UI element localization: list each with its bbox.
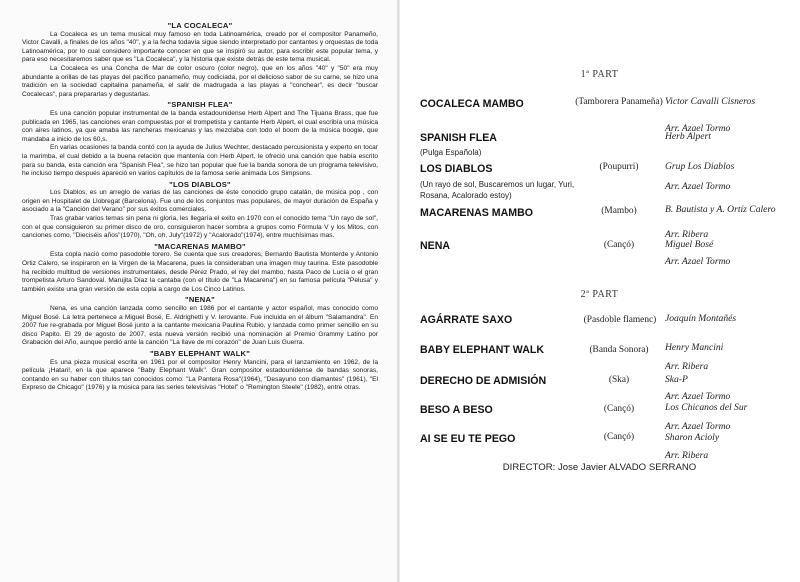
piece-style: (Cançó) <box>603 432 635 442</box>
piece-arranger: Arr. Azael Tormo <box>665 391 731 402</box>
piece-composer: Ska-P <box>665 374 688 385</box>
piece-arranger: Arr. Azael Tormo <box>665 181 731 192</box>
director-credit: DIRECTOR: Jose Javier ALVADO SERRANO <box>502 462 697 473</box>
piece-composer: B. Bautista y A. Ortíz Calero <box>665 204 776 215</box>
program-notes <box>22 20 378 393</box>
piece-composer: Henry Mancini <box>665 342 724 353</box>
piece-composer: Los Chicanos del Sur <box>665 402 748 413</box>
piece-title: MACARENAS MAMBO <box>420 207 533 219</box>
section-paragraph: Esta copla nació como pasodoble torero. Se cuenta que sus creadores, Bernardo Bautista Monterde y Antonio Ortiz Calero, se inspiraron en la Virgen de la Macarena, pues la consideraban una imagen muy taurina. Este pasodoble ha recibido multitud de versiones instrumentales, desde Pérez Prado, el rey del mambo, hasta Paco de Lucía o el gran trompetista Arturo Sandoval. Marujita Díaz la cantaba (con el título de "La Macarena") en su famosa película "Pelusa" y también existe una gran versión de esta copla a cargo de Los Cinco Latinos. <box>22 251 378 293</box>
section-paragraph: La Cocaleca es una Concha de Mar de color oscuro (color negro), que en los años "40" y "50" era muy abundante a orillas de las playas del pacífico panameño, muy codiciada, por el delicioso sabor de su carne, se hizo una tradición en la sociedad capitalina panameña, el salir de madrugada a las playas a "conchear", es decir "buscar Cocalecas", para prepararlas y degustarlas. <box>22 64 378 98</box>
section-title-macarenas-mambo: "MACARENAS MAMBO" <box>154 241 246 251</box>
piece-title: LOS DIABLOS <box>420 163 493 175</box>
piece-arranger: Arr. Azael Tormo <box>665 256 731 267</box>
piece-style: (Mambo) <box>601 206 637 216</box>
section-title-los-diablos: "LOS DIABLOS" <box>169 179 231 189</box>
program-notes-page <box>0 0 398 582</box>
piece-arranger: Arr. Azael Tormo <box>665 123 731 134</box>
section-paragraph: Los Diablos, es un arreglo de varias de las canciones de éste conocido grupo catalán, de música pop , con origen en Hospitalet de Llobregat (Barcelona). Fue uno de los conjuntos mas populares, de mayor duración de España y asociado a la "Canción del Verano" por sus éxitos comerciales. <box>22 189 378 214</box>
piece-composer: Herb Alpert <box>665 131 711 142</box>
section-title-la-cocaleca: "LA COCALECA" <box>167 21 233 30</box>
piece-composer: Sharon Acioly <box>665 432 720 443</box>
piece-arranger: Arr. Ribera <box>665 229 709 240</box>
piece-style: (Poupurri) <box>599 162 639 172</box>
piece-title: BESO A BESO <box>420 404 493 416</box>
piece-style: (Pasdoble flamenc) <box>583 315 657 325</box>
section-paragraph: Es una canción popular instrumental de la banda estadounidense Herb Alpert and The Tijuana Brass, que fue publicada en 1965, las canciones eran compuestas por el trompetista y cantante Herb Alpert, el cual escribía una música con aires latinos, ya que amaba las rancheras mexicanas y las mezclaba con todo el boom de la música boogie, que mandaba a inicio de los 60,s. <box>22 109 378 143</box>
piece-composer: Miguel Bosé <box>665 239 714 250</box>
piece-composer: Victor Cavalli Cisneros <box>665 96 756 107</box>
piece-title: BABY ELEPHANT WALK <box>420 344 544 356</box>
piece-style: (Ska) <box>608 375 630 385</box>
piece-title: DERECHO DE ADMISIÓN <box>420 375 547 387</box>
piece-style: (Tamborera Panameña) <box>575 97 663 107</box>
piece-arranger: Arr. Ribera <box>665 361 709 372</box>
piece-title: AGÁRRATE SAXO <box>420 314 513 326</box>
concert-program-page <box>399 0 800 582</box>
section-title-nena: "NENA" <box>185 295 215 305</box>
piece-style: (Banda Sonora) <box>589 345 649 355</box>
section-title-baby-elephant-walk: "BABY ELEPHANT WALK" <box>149 348 251 358</box>
piece-arranger: Arr. Azael Tormo <box>665 421 731 432</box>
piece-style: (Cançó) <box>603 240 635 250</box>
part-2-heading: 2ª PART <box>580 289 619 300</box>
part-1-heading: 1ª PART <box>580 69 619 80</box>
section-paragraph: La Cocaleca es un tema musical muy famoso en toda Latinoamérica, creado por el compositor Panameño, Victor Cavalli, a finales de los años "40", y a la fecha todavía sigue siendo interpretado por cantantes y orquestas de toda Latinoamérica, por lo cual considero importante conocer en que se inspiró su autor, para escribir este popular tema, y para eso necesitaremos saber que es "La Cocaleca", y la historia que existe detrás de este tema musical. <box>22 30 378 64</box>
section-paragraph: Nena, es una canción lanzada como sencillo en 1986 por el cantante y actor español, mas conocido como Miguel Bosé. La letra pertenece a Miguel Bosé, E. Aldrighetti y V. Ierovante. Fue incluida en el álbum "Salamandra". En 2007 fue re-grabada por Miguel Bosé junto a la cantante mexicana Paulina Rubio, y lanzada como primer sencillo en su disco Papito. El 29 de agosto de 2007, esta nueva versión recibió una nominación al Premio Grammy Latino por Grabación del Año, aunque perdió ante la canción "La llave de mi corazón" de Juan Luis Guerra. <box>22 305 378 347</box>
piece-composer: Grup Los Diablos <box>665 161 735 172</box>
section-paragraph: En varias ocasiones la banda contó con la ayuda de Julius Wechter, destacado percusionista y experto en tocar la marimba, el cual debido a la buena relación que mantenía con Herb Alpert, le ofreció una canción que había escrito para su banda, esta canción era "Spanish Flea", se hizo tan popular que fue la banda sonora de un programa televisivo, he incluso tiempo después apareció en varios capítulos de la famosa serie animada Los Simpsons. <box>22 144 378 178</box>
piece-arranger: Arr. Ribera <box>665 450 709 461</box>
piece-title: COCALECA MAMBO <box>420 98 524 110</box>
piece-title: NENA <box>420 240 451 252</box>
piece-subtitle: (Un rayo de sol, Buscaremos un lugar, Yuri, Rosana, Acalorado estoy) <box>420 180 575 200</box>
section-paragraph: Es una pieza musical escrita en 1961 por el compositor Henry Mancini, para el lanzamiento en 1962, de la película ¡Hatari!, en la que aparece "Baby Elephant Walk". Gran compositor estadounidense de bandas sonoras, contando en su haber con títulos tan conocidos como: "La Pantera Rosa"(1964), "Desayuno con diamantes" (1961), "El Expreso de Chicago" (1976) y la música para las series televisivas "Hotel" o "Remington Steele" (1982), entre otras. <box>22 358 378 392</box>
piece-composer: Joaquín Montañés <box>665 313 737 324</box>
piece-subtitle: (Pulga Española) <box>420 148 482 157</box>
piece-style: (Cançó) <box>603 404 635 414</box>
section-title-spanish-flea: "SPANISH FLEA" <box>167 100 233 110</box>
piece-title: SPANISH FLEA <box>420 132 497 144</box>
section-paragraph: Tras grabar varios temas sin pena ni gloria, les llegaría el exito en 1970 con el conocido tema "Un rayo de sol", con el que consiguieron su primer disco de oro, consiguieron hacer sombra a grupos como Fórmula V y los Mitos, con canciones como, "Dieciséis años"(1970), "Oh, oh, July"(1972) y "Acalorado"(1974), entre muchísimas mas. <box>22 215 378 240</box>
piece-title: AI SE EU TE PEGO <box>420 433 516 445</box>
